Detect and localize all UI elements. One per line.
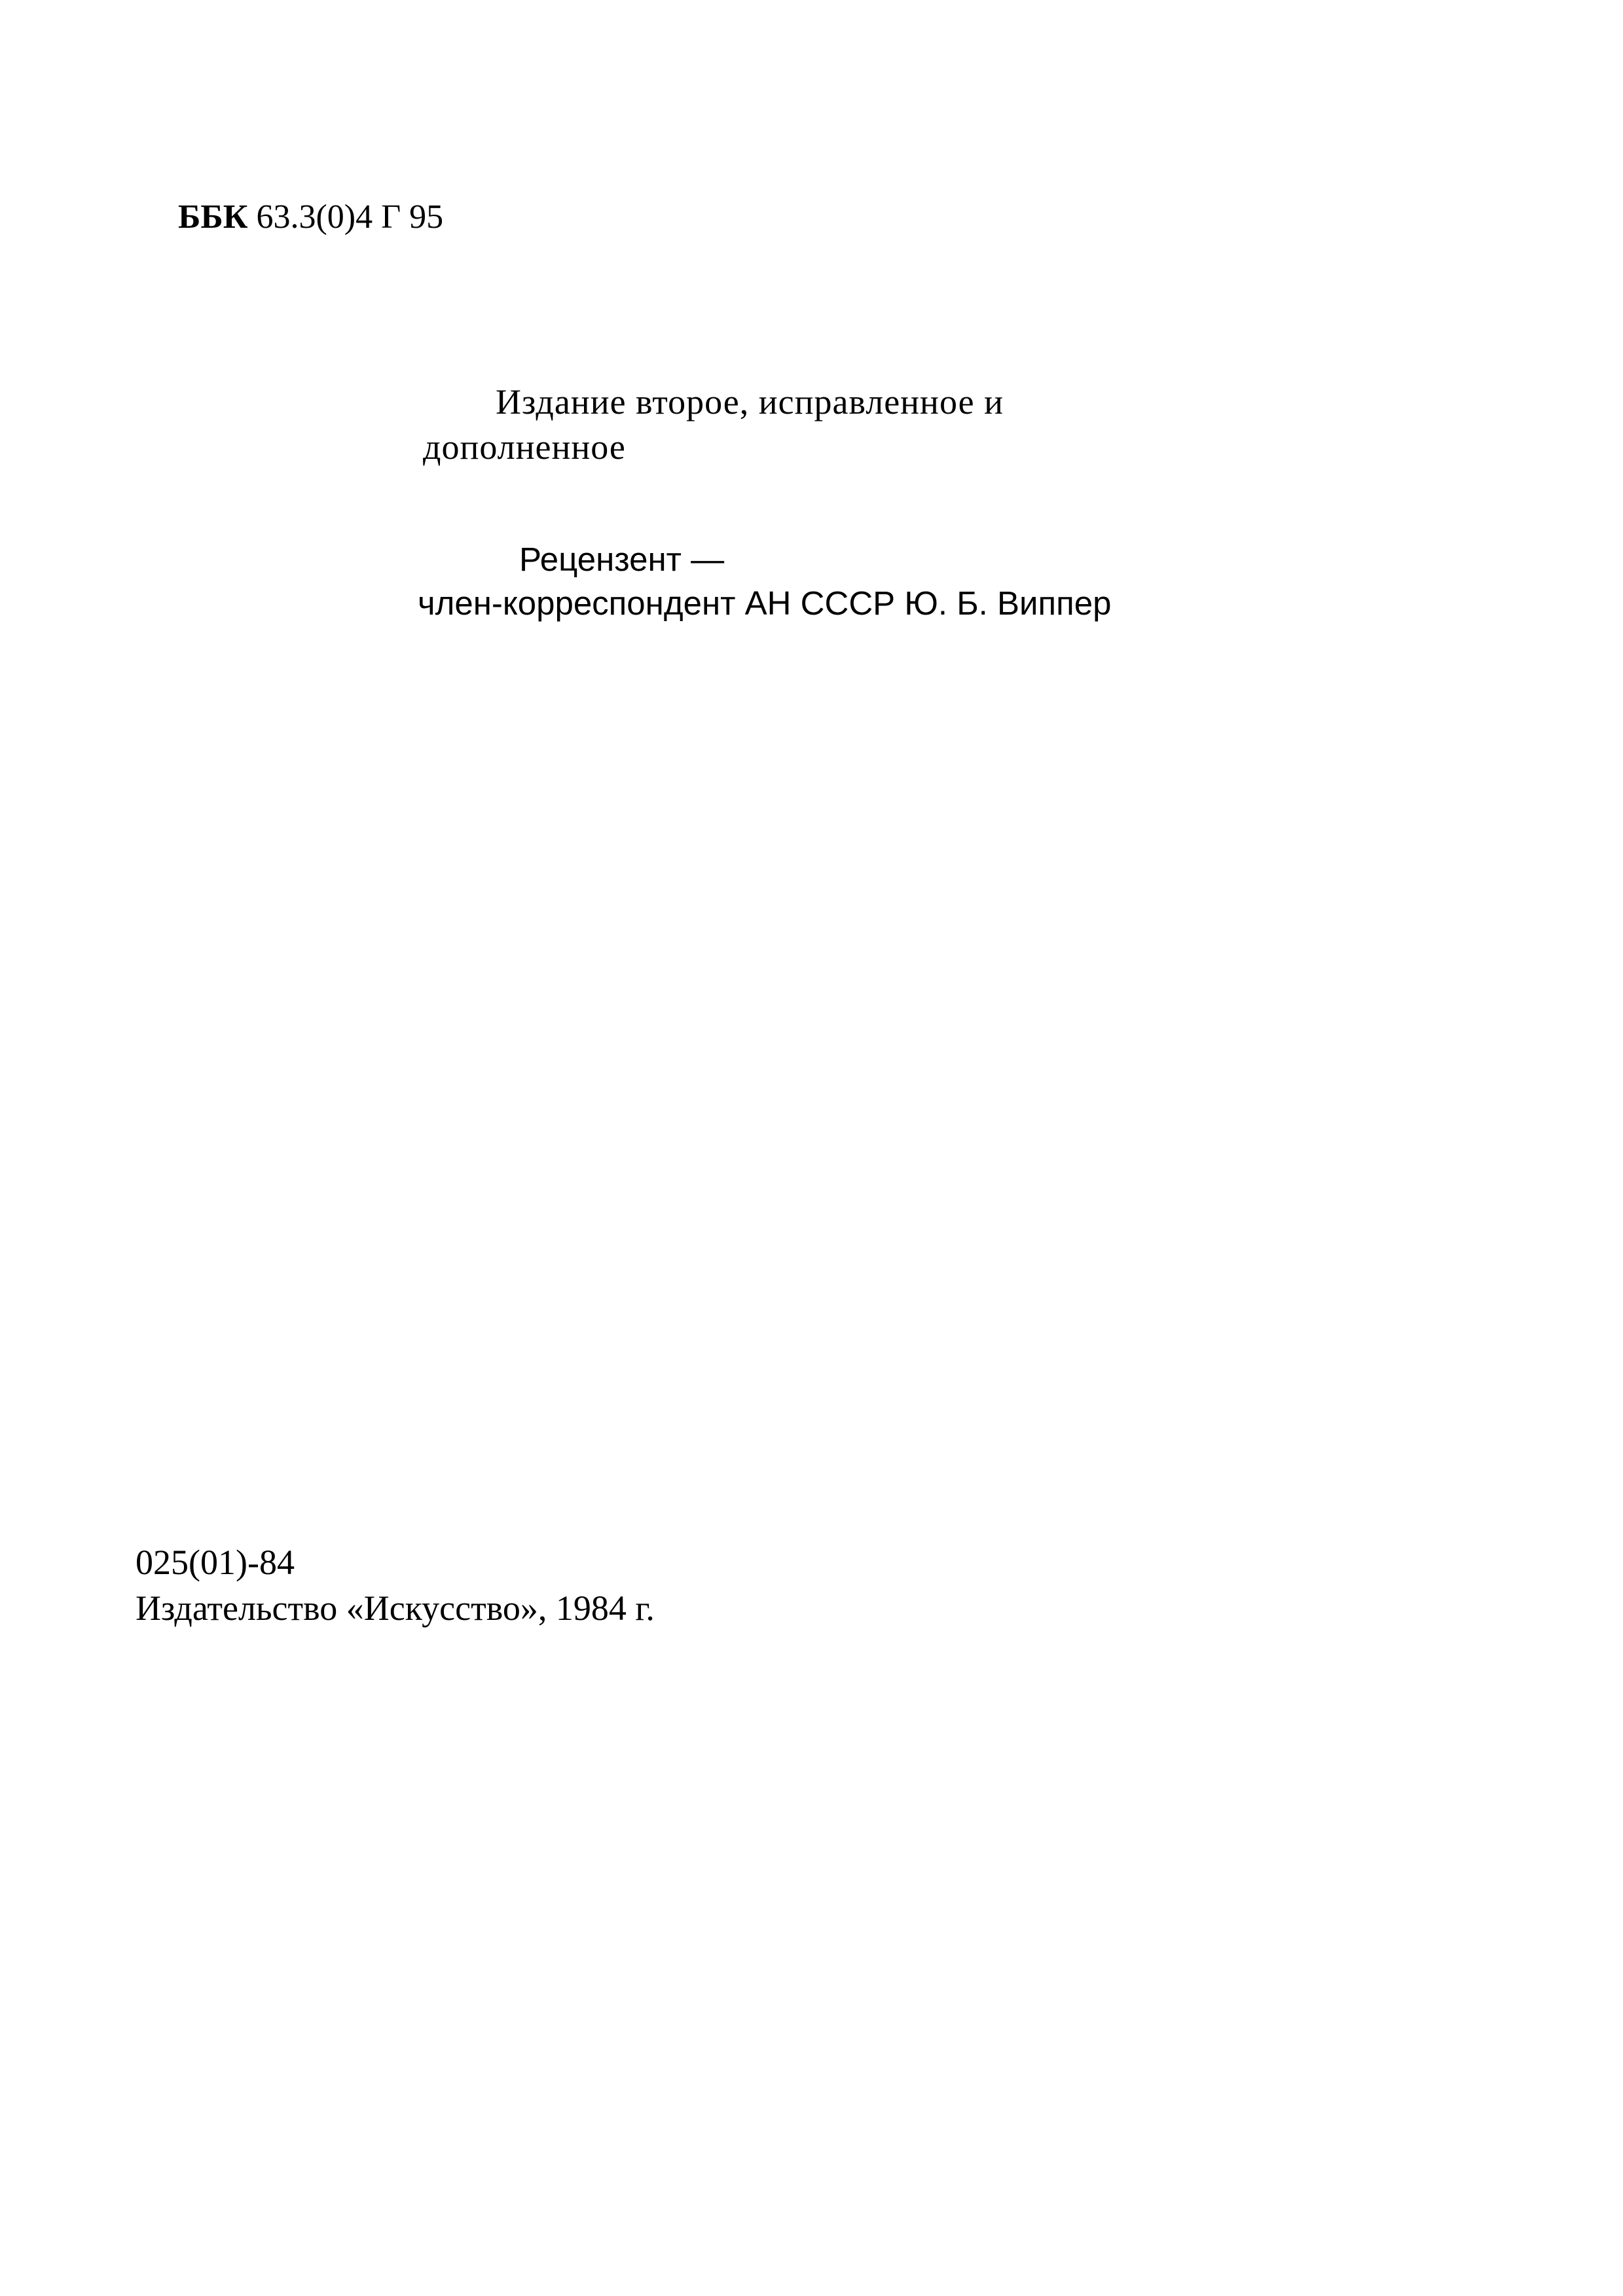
bbk-classification [178, 200, 443, 234]
reviewer-heading: Рецензент — [519, 541, 725, 578]
bbk-value: 63.3(0)4 Г 95 [256, 198, 444, 236]
publisher-imprint: Издательство «Искусство», 1984 г. [136, 1588, 655, 1628]
edition-note-line-2: дополненное [423, 427, 626, 467]
publication-code: 025(01)-84 [136, 1543, 295, 1582]
edition-note-line-1: Издание второе, исправленное и [496, 382, 1004, 422]
bbk-label: ББК [178, 198, 248, 236]
reviewer-name: член-корреспондент АН СССР Ю. Б. Виппер [418, 584, 1112, 622]
